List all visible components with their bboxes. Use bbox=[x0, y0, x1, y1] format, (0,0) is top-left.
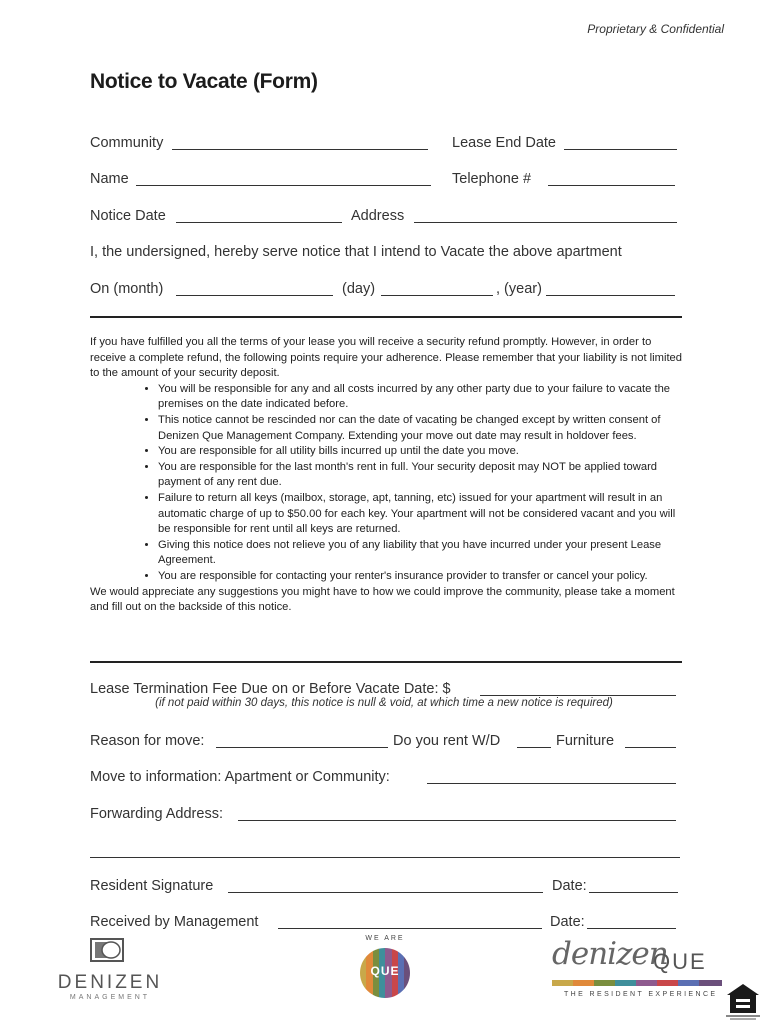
termination-fee-label: Lease Termination Fee Due on or Before Vacate Date: $ bbox=[90, 681, 451, 697]
date-label-1: Date: bbox=[552, 878, 587, 894]
move-to-field[interactable] bbox=[427, 769, 676, 784]
address-field[interactable] bbox=[414, 208, 677, 223]
year-field[interactable] bbox=[546, 281, 675, 296]
rent-wd-label: Do you rent W/D bbox=[393, 733, 501, 749]
row-notice-date bbox=[90, 208, 678, 228]
month-label: On (month) bbox=[90, 281, 164, 297]
we-are-que-logo bbox=[355, 935, 415, 1005]
row-received-by bbox=[90, 914, 678, 934]
move-to-label: Move to information: Apartment or Community: bbox=[90, 769, 390, 785]
equal-housing-icon-svg bbox=[724, 982, 762, 1022]
policy-item: • You are responsible for contacting your renter's insurance provider to transfer or cancel your policy. bbox=[158, 569, 690, 585]
community-label: Community bbox=[90, 135, 164, 151]
resident-signature-field[interactable] bbox=[228, 878, 543, 893]
termination-fee-field[interactable] bbox=[480, 681, 676, 696]
policy-item: • You are responsible for the last month's rent in full. Your security deposit may NOT be applied toward payment of any rent due. bbox=[158, 460, 690, 491]
address-label: Address bbox=[351, 208, 405, 224]
row-reason bbox=[90, 733, 678, 753]
furniture-field[interactable] bbox=[625, 733, 676, 748]
denizen-wordmark: DENIZEN bbox=[57, 972, 163, 993]
page-title: Notice to Vacate (Form) bbox=[90, 70, 318, 93]
serve-notice-text: I, the undersigned, hereby serve notice that I intend to Vacate the above apartment bbox=[90, 244, 622, 260]
forwarding-label: Forwarding Address: bbox=[90, 806, 223, 822]
day-field[interactable] bbox=[381, 281, 493, 296]
divider-bottom bbox=[90, 661, 682, 663]
row-date bbox=[90, 281, 678, 301]
date-field-2[interactable] bbox=[587, 914, 676, 929]
row-name bbox=[90, 171, 678, 191]
date-label-2: Date: bbox=[550, 914, 585, 930]
dq-que-text: QUE bbox=[653, 949, 707, 974]
serve-notice-row bbox=[90, 244, 678, 264]
notice-date-label: Notice Date bbox=[90, 208, 166, 224]
reason-field[interactable] bbox=[216, 733, 388, 748]
reason-label: Reason for move: bbox=[90, 733, 205, 749]
forwarding-field-line2[interactable] bbox=[90, 843, 680, 858]
dq-script-text: denizen bbox=[552, 936, 668, 972]
forwarding-field[interactable] bbox=[238, 806, 676, 821]
policy-item: • Failure to return all keys (mailbox, storage, apt, tanning, etc) issued for your apartment will result in an automatic charge of up to $50.00 for each key. Your apartment will not be considered vacant and you will be responsible for rent until all keys are returned. bbox=[158, 491, 690, 538]
lease-end-date-field[interactable] bbox=[564, 135, 677, 150]
row-forwarding bbox=[90, 806, 678, 826]
received-by-label: Received by Management bbox=[90, 914, 259, 930]
denizen-subtitle: MANAGEMENT bbox=[69, 994, 151, 1001]
telephone-field[interactable] bbox=[548, 171, 675, 186]
denizen-que-logo bbox=[552, 938, 727, 1008]
received-by-field[interactable] bbox=[278, 914, 542, 929]
policy-intro: If you have fulfilled you all the terms of your lease you will receive a security refund promptly. However, in order to receive a complete refund, the following points require your adherence. Please remember that your liability is not limited to the amount of your security deposit. bbox=[90, 336, 682, 380]
row-resident-signature bbox=[90, 878, 678, 898]
telephone-label: Telephone # bbox=[452, 171, 532, 187]
day-label: (day) bbox=[342, 281, 376, 297]
rent-wd-field[interactable] bbox=[517, 733, 551, 748]
denizen-management-logo bbox=[45, 937, 175, 1007]
we-are-text: WE ARE bbox=[365, 935, 405, 942]
year-label: , (year) bbox=[496, 281, 542, 297]
policy-item: • This notice cannot be rescinded nor can the date of vacating be changed except by written consent of Denizen Que Management Company. Extending your move out date may result in holdover fees. bbox=[158, 413, 690, 444]
policy-item: • You will be responsible for any and all costs incurred by any other party due to your failure to vacate the premises on the date indicated before. bbox=[158, 382, 690, 413]
policy-closing: We would appreciate any suggestions you might have to how we could improve the community, please take a moment and fill out on the backside of this notice. bbox=[90, 585, 675, 614]
lease-end-date-label: Lease End Date bbox=[452, 135, 556, 151]
name-label: Name bbox=[90, 171, 129, 187]
policy-section bbox=[90, 335, 690, 616]
dq-tagline: THE RESIDENT EXPERIENCE bbox=[564, 991, 718, 998]
que-text: QUE bbox=[370, 964, 400, 978]
confidential-label: Proprietary & Confidential bbox=[587, 22, 724, 36]
furniture-label: Furniture bbox=[556, 733, 615, 749]
dq-color-bar bbox=[552, 980, 722, 986]
community-field[interactable] bbox=[172, 135, 428, 150]
divider-top bbox=[90, 316, 682, 318]
month-field[interactable] bbox=[176, 281, 333, 296]
row-community bbox=[90, 135, 678, 155]
date-field-1[interactable] bbox=[589, 878, 678, 893]
policy-list bbox=[90, 382, 690, 585]
name-field[interactable] bbox=[136, 171, 431, 186]
policy-item: • You are responsible for all utility bills incurred up until the date you move. bbox=[158, 444, 690, 460]
equal-housing-icon bbox=[724, 982, 762, 1022]
termination-note: (if not paid within 30 days, this notice is null & void, at which time a new notice is required) bbox=[155, 697, 613, 709]
row-move-to bbox=[90, 769, 678, 789]
resident-signature-label: Resident Signature bbox=[90, 878, 214, 894]
notice-date-field[interactable] bbox=[176, 208, 342, 223]
policy-item: • Giving this notice does not relieve you of any liability that you have incurred under your present Lease Agreement. bbox=[158, 538, 690, 569]
